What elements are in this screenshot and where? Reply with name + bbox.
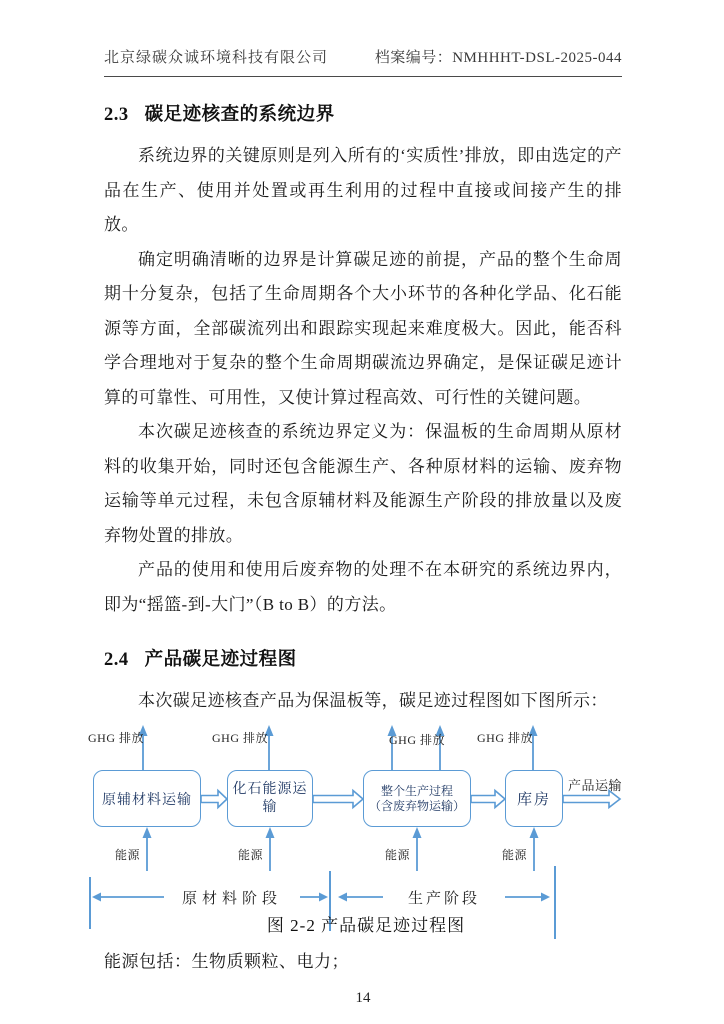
paragraph: 确定明确清晰的边界是计算碳足迹的前提，产品的整个生命周期十分复杂，包括了生命周期各个大小环节的各种化学品、化石能源等方面，全部碳流列出和跟踪实现起来难度极大。因此，能否科学合理地对于复杂的整个生命周期碳流边界确定，是保证碳足迹计算的可靠性、可用性，又使计算过程高效、可行性的关键问题。 [104, 249, 622, 407]
page-header [104, 46, 622, 77]
energy-label: 能源 [501, 848, 527, 862]
product-transport-label: 产品运输 [568, 778, 623, 793]
energy-note: 能源包括：生物质颗粒、电力； [104, 952, 349, 971]
paragraph: 本次碳足迹核查的系统边界定义为：保温板的生命周期从原材料的收集开始，同时还包含能源生产、各种原材料的运输、废弃物运输等单元过程，未包含原辅材料及能源生产阶段的排放量以及废弃物处置的排放。 [104, 422, 622, 545]
box-raw-material-transport: 原辅材料运输 [93, 770, 201, 827]
section-24-heading [104, 649, 622, 671]
section-23-heading [104, 104, 622, 126]
box-warehouse: 库房 [505, 770, 563, 827]
company-name: 北京绿碳众诚环境科技有限公司 [104, 50, 329, 66]
energy-label: 能源 [237, 848, 263, 862]
ghg-emission-label: GHG 排放 [477, 731, 533, 745]
section-24-number: 2.4 [104, 650, 129, 670]
box-production-process-line2: （含废弃物运输） [368, 798, 465, 813]
ghg-emission-label: GHG 排放 [212, 731, 268, 745]
paragraph: 产品的使用和使用后废弃物的处理不在本研究的系统边界内，即为“摇篮-到-大门”（B to B）的方法。 [104, 560, 622, 614]
box-production-process [363, 770, 471, 827]
diagram-intro-text: 本次碳足迹核查产品为保温板等，碳足迹过程图如下图所示： [138, 691, 608, 710]
energy-label: 能源 [384, 848, 410, 862]
ghg-emission-label: GHG 排放 [88, 731, 144, 745]
stage-production-label: 生产阶段 [407, 891, 480, 907]
stage-raw-material-label: 原材料阶段 [181, 891, 282, 907]
page-number: 14 [355, 990, 371, 1006]
carbon-footprint-process-diagram [86, 719, 646, 939]
section-23-title: 碳足迹核查的系统边界 [144, 105, 335, 125]
box-fossil-energy-transport: 化石能源运输 [227, 770, 313, 827]
ghg-emission-label: GHG 排放 [389, 733, 445, 747]
section-23-number: 2.3 [104, 105, 129, 125]
section-24-title: 产品碳足迹过程图 [144, 650, 297, 670]
energy-up-arrow-icon [143, 827, 539, 871]
energy-label: 能源 [114, 848, 140, 862]
doc-number: 档案编号：NMHHHT-DSL-2025-044 [374, 50, 622, 66]
figure-caption: 图 2-2 产品碳足迹过程图 [266, 916, 466, 935]
box-production-process-line1: 整个生产过程 [380, 783, 453, 798]
paragraph: 系统边界的关键原则是列入所有的‘实质性’排放，即由选定的产品在生产、使用并处置或再生利用的过程中直接或间接产生的排放。 [104, 146, 622, 234]
